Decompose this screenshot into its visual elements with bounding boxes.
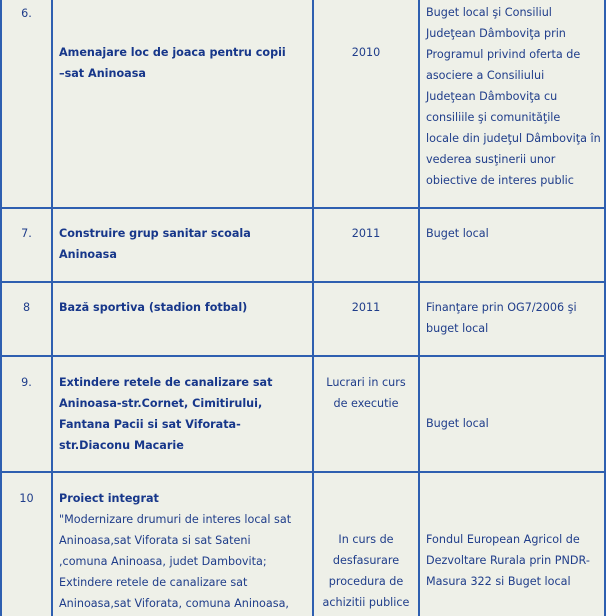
row-number-cell: 9. <box>2 357 53 473</box>
project-cell: Construire grup sanitar scoala Aninoasa <box>53 209 314 283</box>
row-number-cell: 7. <box>2 209 53 283</box>
period-cell: 2010 <box>314 0 420 209</box>
project-cell <box>53 473 314 616</box>
funding-cell: Fondul European Agricol de Dezvoltare Rurala prin PNDR- Masura 322 si Buget local <box>420 473 606 616</box>
period-cell: Lucrari in curs de executie <box>314 357 420 473</box>
project-cell: Extindere retele de canalizare sat Aninoasa-str.Cornet, Cimitirului, Fantana Pacii si sat Viforata- str.Diaconu Macarie <box>53 357 314 473</box>
funding-cell: Finanţare prin OG7/2006 şi buget local <box>420 283 606 357</box>
table-row <box>2 283 606 357</box>
funding-cell: Buget local <box>420 209 606 283</box>
row-number-cell: 6. <box>2 0 53 209</box>
table-row <box>2 357 606 473</box>
funding-cell: Buget local şi Consiliul Judeţean Dâmboviţa prin Programul privind oferta de asociere a Consiliului Judeţean Dâmboviţa cu consiliile şi comunităţile locale din judeţul Dâmboviţa în vederea susţinerii unor obiective de interes public <box>420 0 606 209</box>
row-number-cell: 10 <box>2 473 53 616</box>
table-row <box>2 473 606 616</box>
project-title: Proiect integrat <box>59 492 159 505</box>
period-cell: In curs de desfasurare procedura de achizitii publice <box>314 473 420 616</box>
table-row <box>2 209 606 283</box>
project-description: "Modernizare drumuri de interes local sat Aninoasa,sat Viforata si sat Sateni ,comuna Aninoasa, judet Dambovita; Extindere retele de canalizare sat Aninoasa,sat Viforata, comuna Aninoasa, <box>59 513 292 610</box>
period-cell: 2011 <box>314 283 420 357</box>
period-cell: 2011 <box>314 209 420 283</box>
project-cell: Bază sportiva (stadion fotbal) <box>53 283 314 357</box>
funding-cell: Buget local <box>420 357 606 473</box>
table-row <box>2 0 606 209</box>
project-cell: Amenajare loc de joaca pentru copii –sat Aninoasa <box>53 0 314 209</box>
row-number-cell: 8 <box>2 283 53 357</box>
